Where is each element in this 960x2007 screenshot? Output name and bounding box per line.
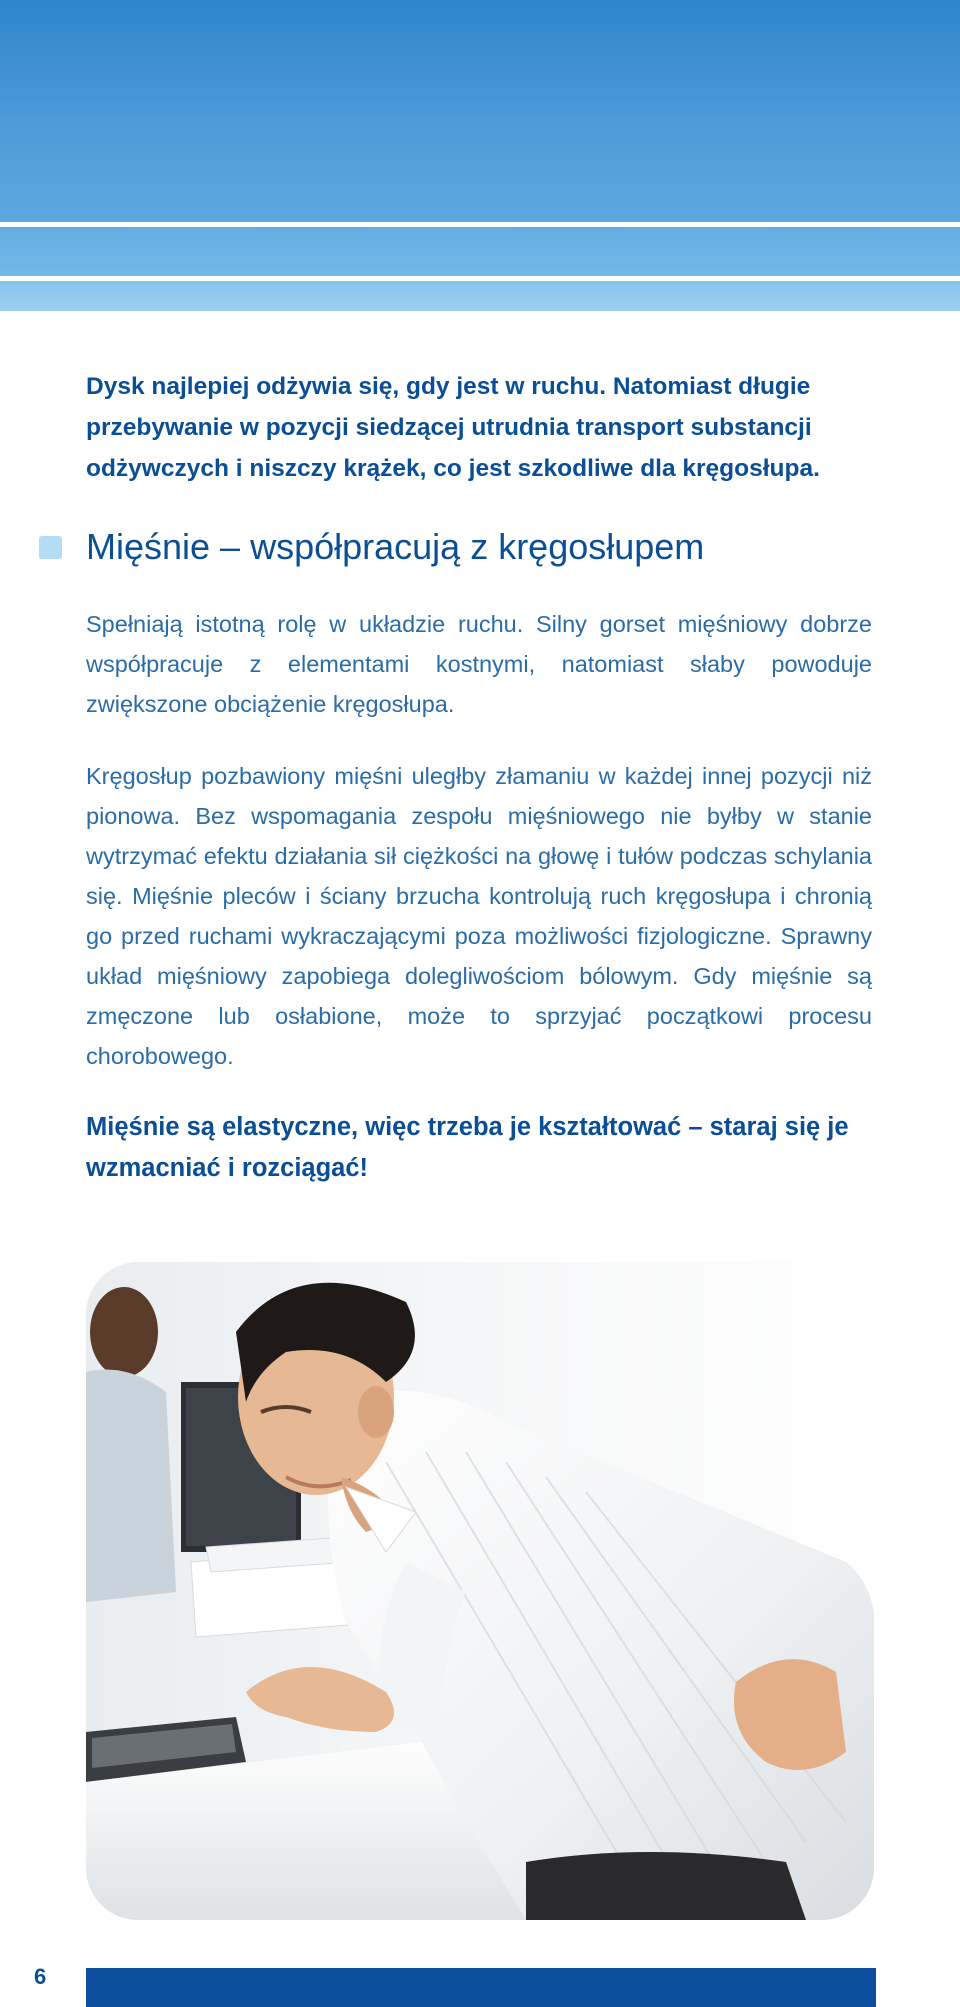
- header-banner: [0, 0, 960, 222]
- header-light-band: [0, 227, 960, 276]
- section-heading: Mięśnie – współpracują z kręgosłupem: [86, 526, 705, 567]
- body-paragraph: Kręgosłup pozbawiony mięśni uległby złamaniu w każdej innej pozycji niż pionowa. Bez wspomagania zespołu mięśniowego nie byłby w stanie wytrzymać efektu działania sił ciężkości na głowę i tułów podczas schylania się. Mięśnie pleców i ściany brzucha kontrolują ruch kręgosłupa i chronią go przed ruchami wykraczającymi poza możliwości fizjologiczne. Sprawny układ mięśniowy zapobiega dolegliwościom bólowym. Gdy mięśnie są zmęczone lub osłabione, może to sprzyjać początkowi procesu chorobowego.: [86, 763, 872, 1069]
- closing-callout: Mięśnie są elastyczne, więc trzeba je kształtować – staraj się je wzmacniać i rozciągać!: [86, 1113, 849, 1182]
- header-pale-band: [0, 281, 960, 311]
- footer-bar: [86, 1968, 876, 2007]
- square-bullet-icon: [39, 536, 62, 559]
- intro-paragraph: Dysk najlepiej odżywia się, gdy jest w ruchu. Natomiast długie przebywanie w pozycji siedzącej utrudnia transport substancji odżywczych i niszczy krążek, co jest szkodliwe dla kręgosłupa.: [86, 373, 820, 482]
- page-number: 6: [34, 1964, 47, 1989]
- body-paragraph: Spełniają istotną rolę w układzie ruchu. Silny gorset mięśniowy dobrze współpracuje z elementami kostnymi, natomiast słaby powoduje zwiększone obciążenie kręgosłupa.: [86, 611, 872, 717]
- back-pain-office-photo: [86, 1262, 874, 1920]
